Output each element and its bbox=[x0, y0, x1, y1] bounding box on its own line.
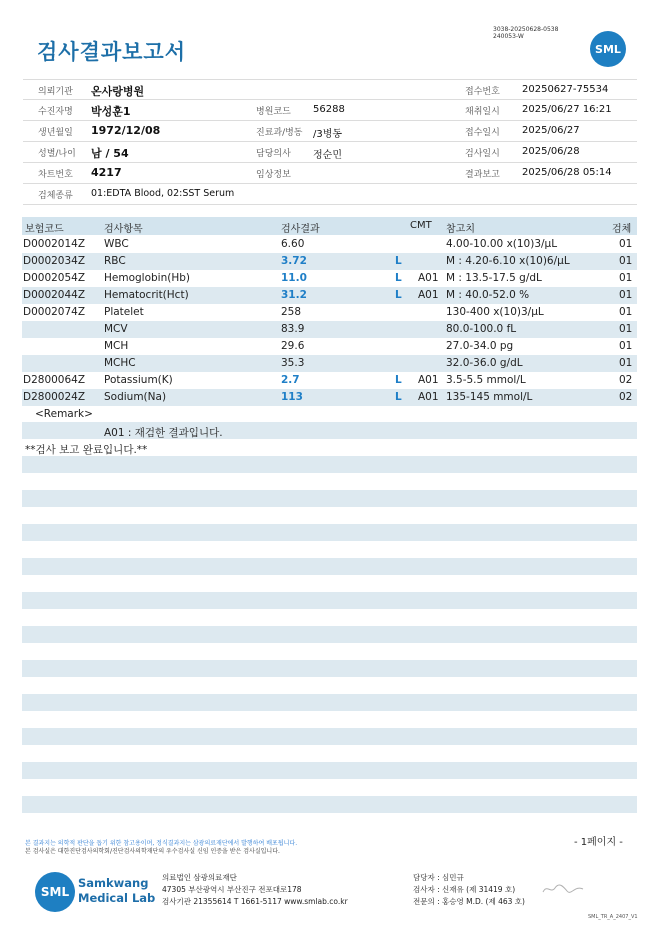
cell-cmt: A01 bbox=[418, 289, 439, 301]
sex-age-value: 남 / 54 bbox=[91, 147, 129, 160]
page-title: 검사결과보고서 bbox=[37, 40, 187, 64]
cell-spec: 01 bbox=[619, 357, 633, 369]
info-row bbox=[23, 121, 637, 142]
empty-row-stripe bbox=[22, 796, 637, 813]
cell-ref: 135-145 mmol/L bbox=[446, 391, 533, 403]
cell-ref: 27.0-34.0 pg bbox=[446, 340, 514, 352]
staff-specialist: 전문의 : 홍승영 M.D. (제 463 호) bbox=[413, 897, 525, 906]
cell-cmt: A01 bbox=[418, 391, 439, 403]
cell-item: MCV bbox=[104, 323, 128, 335]
remark-text: A01 : 재검한 결과입니다. bbox=[104, 427, 223, 439]
cell-result: 35.3 bbox=[281, 357, 305, 369]
cell-item: Hematocrit(Hct) bbox=[104, 289, 189, 301]
cell-spec: 02 bbox=[619, 374, 633, 386]
info-row bbox=[23, 100, 637, 121]
table-row bbox=[22, 287, 637, 304]
cell-result: 6.60 bbox=[281, 238, 305, 250]
staff-info bbox=[413, 872, 525, 908]
cell-flag: L bbox=[395, 374, 402, 386]
doctor-value: 정순민 bbox=[313, 150, 342, 161]
cell-code: D2800064Z bbox=[23, 374, 86, 386]
col-code-header: 보험코드 bbox=[25, 224, 64, 235]
cell-code: D2800024Z bbox=[23, 391, 86, 403]
receipt-no-value: 20250627-75534 bbox=[522, 84, 609, 95]
table-row bbox=[22, 338, 637, 355]
chart-value: 4217 bbox=[91, 166, 122, 179]
patient-value: 박성훈1 bbox=[91, 105, 131, 118]
staff-manager: 담당자 : 심민규 bbox=[413, 873, 464, 882]
table-row bbox=[22, 372, 637, 389]
footer-notice-line1: 본 결과지는 의학적 판단을 돕기 위한 참고용이며, 정식결과지는 삼광의료재단에서 발행하여 배포됩니다. bbox=[25, 840, 298, 847]
empty-row-stripe bbox=[22, 694, 637, 711]
cell-ref: 3.5-5.5 mmol/L bbox=[446, 374, 526, 386]
corporation-info bbox=[162, 872, 348, 908]
dob-value: 1972/12/08 bbox=[91, 124, 161, 137]
remark-title: <Remark> bbox=[35, 408, 93, 420]
cell-ref: 130-400 x(10)3/μL bbox=[446, 306, 544, 318]
document-id bbox=[493, 26, 558, 40]
sml-logo: SML bbox=[590, 31, 626, 67]
table-row bbox=[22, 321, 637, 338]
info-row bbox=[23, 184, 637, 205]
sml-footer-logo: SML bbox=[35, 872, 75, 912]
institution-value: 온사랑병원 bbox=[91, 85, 145, 98]
dept-label: 진료과/병동 bbox=[256, 128, 303, 138]
results-table-body bbox=[22, 236, 637, 406]
col-specimen-header: 검체 bbox=[612, 224, 632, 235]
table-row bbox=[22, 236, 637, 253]
form-code: SML_TR_A_2407_V1 bbox=[588, 914, 638, 920]
cell-code: D0002034Z bbox=[23, 255, 86, 267]
hospital-code-value: 56288 bbox=[313, 104, 345, 115]
col-item-header: 검사항목 bbox=[104, 224, 143, 235]
report-value: 2025/06/28 05:14 bbox=[522, 167, 612, 178]
table-row bbox=[22, 304, 637, 321]
cell-spec: 01 bbox=[619, 323, 633, 335]
info-row bbox=[23, 142, 637, 163]
cell-code: D0002054Z bbox=[23, 272, 86, 284]
signature bbox=[541, 882, 585, 899]
document-id-line2: 240053-W bbox=[493, 33, 524, 40]
footer-notice bbox=[25, 840, 297, 856]
cell-spec: 01 bbox=[619, 306, 633, 318]
chart-label: 차트번호 bbox=[38, 170, 73, 180]
signature-scribble bbox=[541, 882, 585, 896]
specimen-label: 검체종류 bbox=[38, 191, 73, 201]
empty-row-stripe bbox=[22, 592, 637, 609]
cell-spec: 01 bbox=[619, 238, 633, 250]
cell-item: Platelet bbox=[104, 306, 144, 318]
cell-result: 83.9 bbox=[281, 323, 305, 335]
patient-info bbox=[23, 79, 637, 205]
report-label: 결과보고 bbox=[465, 170, 500, 180]
staff-examiner: 검사자 : 신재유 (제 31419 호) bbox=[413, 885, 516, 894]
cell-ref: 4.00-10.00 x(10)3/μL bbox=[446, 238, 558, 250]
cell-cmt: A01 bbox=[418, 272, 439, 284]
cell-item: RBC bbox=[104, 255, 126, 267]
table-row bbox=[22, 389, 637, 406]
brand-line1: Samkwang bbox=[78, 876, 149, 890]
col-result-header: 검사결과 bbox=[281, 224, 320, 235]
cell-ref: 80.0-100.0 fL bbox=[446, 323, 517, 335]
cell-item: Potassium(K) bbox=[104, 374, 173, 386]
col-ref-header: 참고치 bbox=[446, 224, 475, 235]
empty-row-stripe bbox=[22, 524, 637, 541]
dept-value: /3병동 bbox=[313, 129, 343, 140]
cell-result: 113 bbox=[281, 391, 303, 403]
cell-item: Sodium(Na) bbox=[104, 391, 167, 403]
cell-ref: M : 4.20-6.10 x(10)6/μL bbox=[446, 255, 570, 267]
report-complete-text: **검사 보고 완료입니다.** bbox=[25, 444, 148, 456]
sex-age-label: 성별/나이 bbox=[38, 149, 76, 159]
receive-value: 2025/06/27 bbox=[522, 125, 580, 136]
table-row bbox=[22, 253, 637, 270]
empty-row-stripe bbox=[22, 558, 637, 575]
cell-item: Hemoglobin(Hb) bbox=[104, 272, 191, 284]
table-row bbox=[22, 355, 637, 372]
cell-item: MCHC bbox=[104, 357, 136, 369]
footer-notice-line2: 본 검사실은 대한진단검사의학회/진단검사의학재단의 우수검사실 신임 인증을 받은 검사실입니다. bbox=[25, 848, 280, 855]
col-cmt-header: CMT bbox=[410, 220, 432, 231]
corp-address: 47305 부산광역시 부산진구 전포대로178 bbox=[162, 885, 302, 894]
cell-ref: M : 13.5-17.5 g/dL bbox=[446, 272, 542, 284]
cell-result: 29.6 bbox=[281, 340, 305, 352]
empty-row-stripe bbox=[22, 660, 637, 677]
cell-flag: L bbox=[395, 289, 402, 301]
hospital-code-label: 병원코드 bbox=[256, 107, 291, 117]
cell-result: 2.7 bbox=[281, 374, 300, 386]
patient-label: 수진자명 bbox=[38, 107, 73, 117]
collect-value: 2025/06/27 16:21 bbox=[522, 104, 612, 115]
empty-row-stripe bbox=[22, 490, 637, 507]
document-id-line1: 3038-20250628-0538 bbox=[493, 26, 559, 33]
cell-code: D0002014Z bbox=[23, 238, 86, 250]
empty-row-stripe bbox=[22, 456, 637, 473]
table-row bbox=[22, 270, 637, 287]
cell-result: 258 bbox=[281, 306, 302, 318]
cell-item: MCH bbox=[104, 340, 129, 352]
receive-label: 접수일시 bbox=[465, 128, 500, 138]
institution-label: 의뢰기관 bbox=[38, 87, 73, 97]
doctor-label: 담당의사 bbox=[256, 149, 291, 159]
cell-ref: M : 40.0-52.0 % bbox=[446, 289, 530, 301]
cell-spec: 01 bbox=[619, 255, 633, 267]
cell-item: WBC bbox=[104, 238, 129, 250]
cell-result: 31.2 bbox=[281, 289, 307, 301]
cell-flag: L bbox=[395, 255, 402, 267]
test-date-label: 검사일시 bbox=[465, 149, 500, 159]
corp-contact: 검사기관 21355614 T 1661-5117 www.smlab.co.kr bbox=[162, 897, 348, 906]
cell-spec: 01 bbox=[619, 340, 633, 352]
empty-row-stripe bbox=[22, 762, 637, 779]
cell-code: D0002044Z bbox=[23, 289, 86, 301]
page-number: - 1페이지 - bbox=[574, 837, 623, 848]
cell-spec: 02 bbox=[619, 391, 633, 403]
empty-row-stripe bbox=[22, 626, 637, 643]
cell-cmt: A01 bbox=[418, 374, 439, 386]
cell-spec: 01 bbox=[619, 272, 633, 284]
dob-label: 생년월일 bbox=[38, 128, 73, 138]
cell-result: 3.72 bbox=[281, 255, 307, 267]
receipt-no-label: 접수번호 bbox=[465, 87, 500, 97]
info-row bbox=[23, 79, 637, 100]
cell-spec: 01 bbox=[619, 289, 633, 301]
clinical-label: 임상정보 bbox=[256, 170, 291, 180]
results-table-header bbox=[22, 217, 637, 235]
cell-code: D0002074Z bbox=[23, 306, 86, 318]
cell-flag: L bbox=[395, 272, 402, 284]
brand-name bbox=[78, 876, 155, 906]
brand-line2: Medical Lab bbox=[78, 891, 156, 905]
test-date-value: 2025/06/28 bbox=[522, 146, 580, 157]
corp-name: 의료법인 삼광의료재단 bbox=[162, 873, 237, 882]
empty-row-stripe bbox=[22, 728, 637, 745]
info-row bbox=[23, 163, 637, 184]
cell-flag: L bbox=[395, 391, 402, 403]
cell-result: 11.0 bbox=[281, 272, 307, 284]
specimen-value: 01:EDTA Blood, 02:SST Serum bbox=[91, 188, 235, 199]
cell-ref: 32.0-36.0 g/dL bbox=[446, 357, 523, 369]
collect-label: 채취일시 bbox=[465, 107, 500, 117]
